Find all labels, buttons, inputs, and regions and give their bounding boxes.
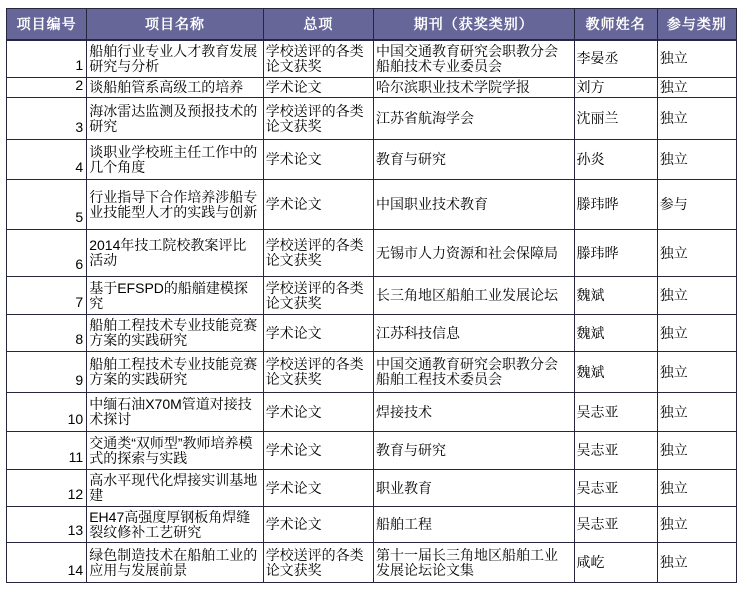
- table-row: [7, 78, 737, 98]
- cell-participation: 独立: [657, 230, 736, 277]
- cell-participation: 参与: [657, 180, 736, 230]
- cell-teacher: 魏斌: [574, 315, 657, 352]
- cell-id: 11: [7, 432, 87, 470]
- cell-journal: 无锡市人力资源和社会保障局: [373, 230, 574, 277]
- cell-name: 谈职业学校班主任工作中的几个角度: [87, 140, 263, 180]
- column-header-name: 项目名称: [87, 9, 263, 40]
- cell-journal: 职业教育: [373, 470, 574, 507]
- table-row: [7, 180, 737, 230]
- cell-teacher: 魏斌: [574, 277, 657, 315]
- cell-name: 2014年技工院校教案评比活动: [87, 230, 263, 277]
- cell-participation: 独立: [657, 40, 736, 78]
- cell-participation: 独立: [657, 140, 736, 180]
- cell-category: 学校送评的各类论文获奖: [263, 352, 373, 393]
- cell-journal: 第十一届长三角地区船舶工业发展论坛论文集: [373, 543, 574, 583]
- cell-id: 1: [7, 40, 87, 78]
- projects-table: [6, 8, 737, 583]
- column-header-id: 项目编号: [7, 9, 87, 40]
- cell-name: 船舶工程技术专业技能竞赛方案的实践研究: [87, 315, 263, 352]
- column-header-category: 总项: [263, 9, 373, 40]
- table-row: [7, 470, 737, 507]
- cell-journal: 哈尔滨职业技术学院学报: [373, 78, 574, 98]
- cell-participation: 独立: [657, 315, 736, 352]
- cell-id: 5: [7, 180, 87, 230]
- table-row: [7, 507, 737, 543]
- cell-journal: 船舶工程: [373, 507, 574, 543]
- cell-id: 9: [7, 352, 87, 393]
- cell-participation: 独立: [657, 277, 736, 315]
- header-row: [7, 9, 737, 40]
- cell-teacher: 沈丽兰: [574, 98, 657, 140]
- cell-id: 14: [7, 543, 87, 583]
- cell-teacher: 咸屹: [574, 543, 657, 583]
- table-row: [7, 543, 737, 583]
- cell-teacher: 吴志亚: [574, 432, 657, 470]
- column-header-participation: 参与类别: [657, 9, 736, 40]
- table-row: [7, 315, 737, 352]
- cell-participation: 独立: [657, 543, 736, 583]
- cell-name: 基于EFSPD的船艏建模探究: [87, 277, 263, 315]
- cell-journal: 中国交通教育研究会职教分会船舶工程技术委员会: [373, 352, 574, 393]
- cell-category: 学术论文: [263, 78, 373, 98]
- cell-id: 10: [7, 393, 87, 432]
- table-row: [7, 230, 737, 277]
- cell-name: EH47高强度厚钢板角焊缝裂纹修补工艺研究: [87, 507, 263, 543]
- cell-journal: 教育与研究: [373, 140, 574, 180]
- cell-id: 2: [7, 78, 87, 98]
- cell-category: 学术论文: [263, 140, 373, 180]
- cell-teacher: 滕玮晔: [574, 230, 657, 277]
- cell-category: 学术论文: [263, 315, 373, 352]
- cell-journal: 中国交通教育研究会职教分会船舶技术专业委员会: [373, 40, 574, 78]
- cell-name: 行业指导下合作培养涉船专业技能型人才的实践与创新: [87, 180, 263, 230]
- cell-id: 13: [7, 507, 87, 543]
- cell-teacher: 孙炎: [574, 140, 657, 180]
- cell-participation: 独立: [657, 98, 736, 140]
- table-row: [7, 98, 737, 140]
- cell-id: 4: [7, 140, 87, 180]
- cell-id: 3: [7, 98, 87, 140]
- cell-name: 中缅石油X70M管道对接技术探讨: [87, 393, 263, 432]
- cell-id: 12: [7, 470, 87, 507]
- cell-id: 6: [7, 230, 87, 277]
- cell-id: 8: [7, 315, 87, 352]
- cell-participation: 独立: [657, 393, 736, 432]
- cell-teacher: 李晏丞: [574, 40, 657, 78]
- cell-category: 学术论文: [263, 393, 373, 432]
- cell-name: 高水平现代化焊接实训基地建: [87, 470, 263, 507]
- cell-journal: 江苏省航海学会: [373, 98, 574, 140]
- table-row: [7, 432, 737, 470]
- table-row: [7, 393, 737, 432]
- cell-category: 学术论文: [263, 507, 373, 543]
- cell-participation: 独立: [657, 507, 736, 543]
- cell-category: 学术论文: [263, 180, 373, 230]
- cell-teacher: 魏斌: [574, 352, 657, 393]
- cell-category: 学校送评的各类论文获奖: [263, 277, 373, 315]
- cell-category: 学术论文: [263, 470, 373, 507]
- cell-category: 学术论文: [263, 432, 373, 470]
- cell-name: 船舶工程技术专业技能竞赛方案的实践研究: [87, 352, 263, 393]
- cell-name: 谈船舶管系高级工的培养: [87, 78, 263, 98]
- table-row: [7, 352, 737, 393]
- table-row: [7, 40, 737, 78]
- column-header-teacher: 教师姓名: [574, 9, 657, 40]
- table-row: [7, 140, 737, 180]
- cell-name: 绿色制造技术在船舶工业的应用与发展前景: [87, 543, 263, 583]
- cell-journal: 长三角地区船舶工业发展论坛: [373, 277, 574, 315]
- cell-name: 交通类“双师型”教师培养模式的探索与实践: [87, 432, 263, 470]
- cell-participation: 独立: [657, 352, 736, 393]
- cell-teacher: 滕玮晔: [574, 180, 657, 230]
- cell-teacher: 吴志亚: [574, 470, 657, 507]
- cell-journal: 中国职业技术教育: [373, 180, 574, 230]
- cell-category: 学校送评的各类论文获奖: [263, 230, 373, 277]
- column-header-journal: 期刊（获奖类别）: [373, 9, 574, 40]
- cell-name: 海冰雷达监测及预报技术的研究: [87, 98, 263, 140]
- cell-category: 学校送评的各类论文获奖: [263, 543, 373, 583]
- cell-journal: 江苏科技信息: [373, 315, 574, 352]
- table-row: [7, 277, 737, 315]
- cell-name: 船舶行业专业人才教育发展研究与分析: [87, 40, 263, 78]
- cell-journal: 焊接技术: [373, 393, 574, 432]
- cell-teacher: 刘方: [574, 78, 657, 98]
- cell-journal: 教育与研究: [373, 432, 574, 470]
- cell-participation: 独立: [657, 78, 736, 98]
- cell-category: 学校送评的各类论文获奖: [263, 40, 373, 78]
- cell-category: 学校送评的各类论文获奖: [263, 98, 373, 140]
- cell-id: 7: [7, 277, 87, 315]
- table-body: [7, 40, 737, 583]
- cell-participation: 独立: [657, 470, 736, 507]
- cell-teacher: 吴志亚: [574, 393, 657, 432]
- cell-teacher: 吴志亚: [574, 507, 657, 543]
- cell-participation: 独立: [657, 432, 736, 470]
